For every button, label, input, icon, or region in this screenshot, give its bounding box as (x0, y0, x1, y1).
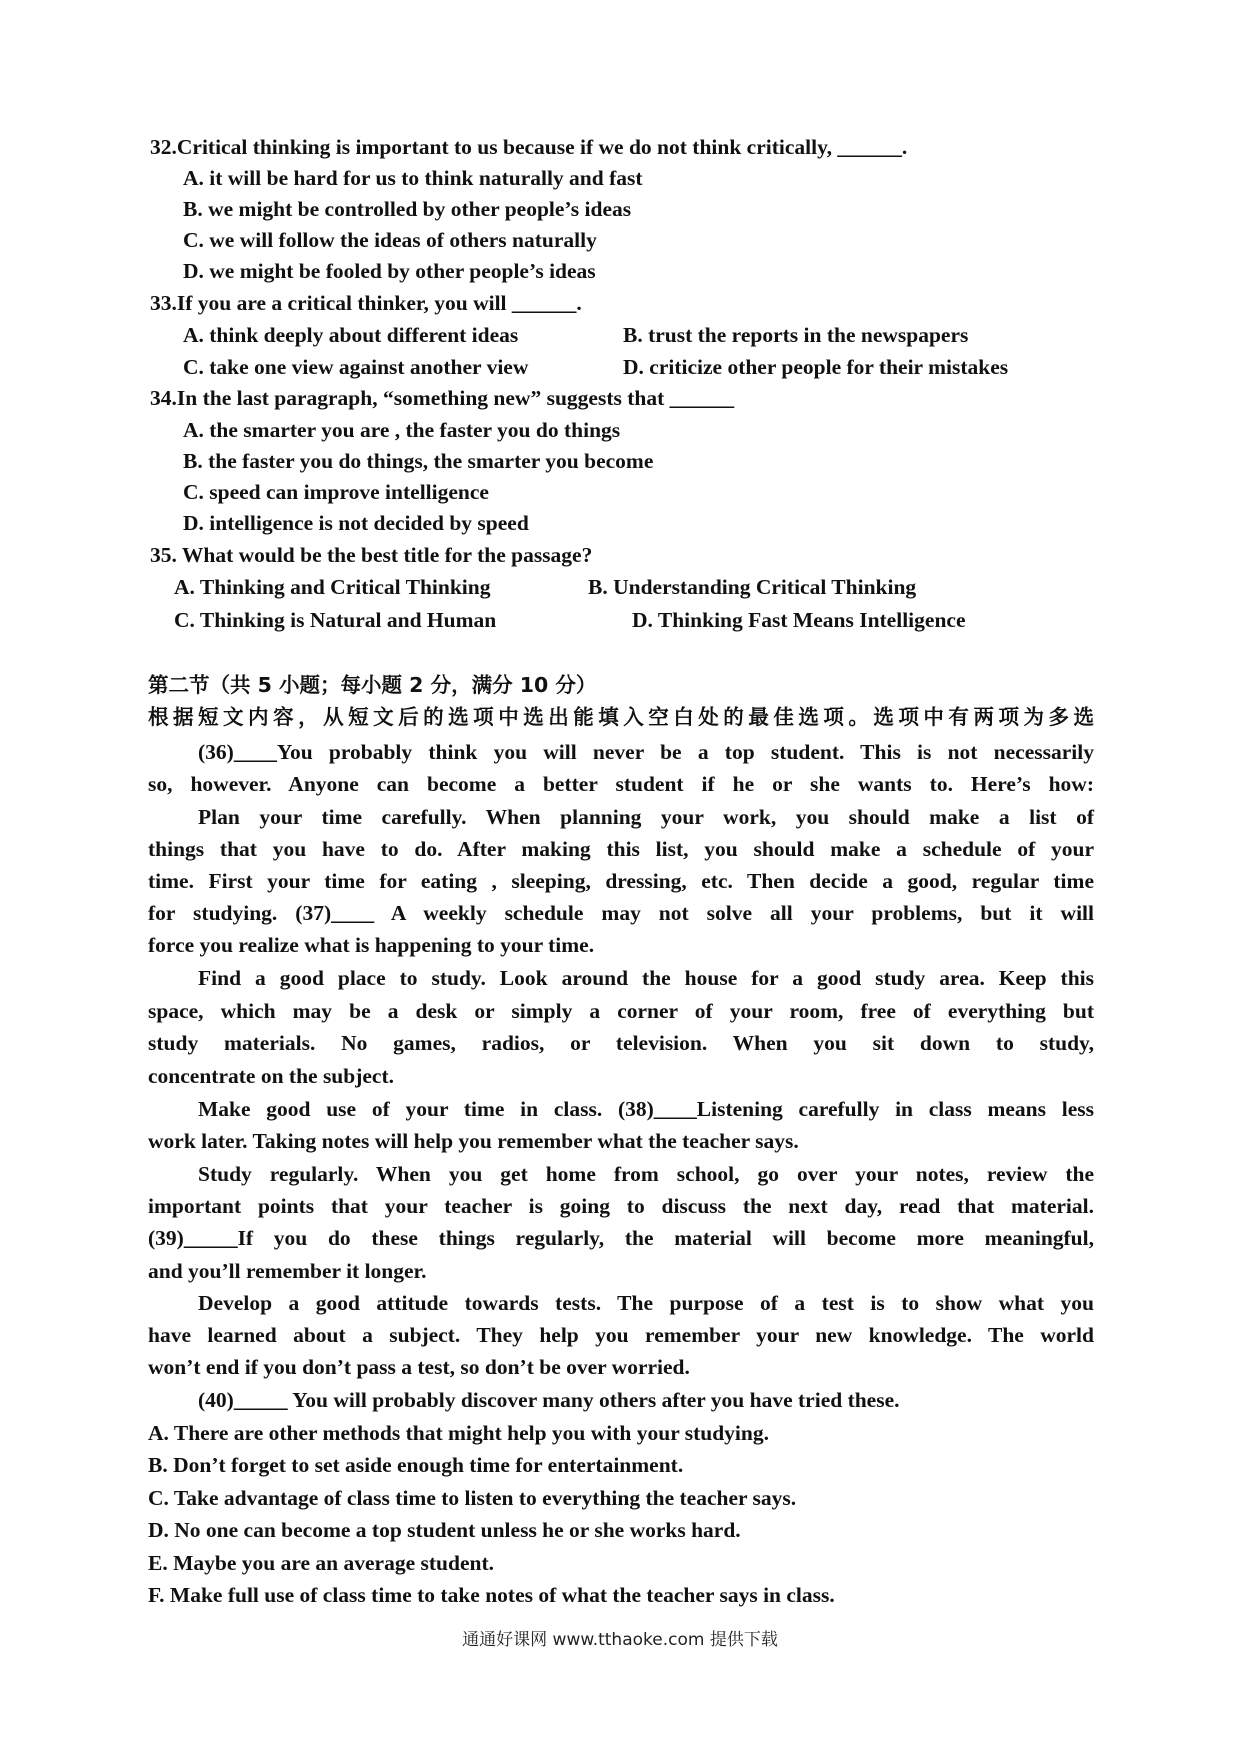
q32-stem: 32.Critical thinking is important to us because if we do not think critically, ______. (150, 135, 908, 159)
passage-line: work later. Taking notes will help you remember what the teacher says. (148, 1129, 799, 1153)
passage-line: (36)____You probably think you will never be a top student. This is not necessarily (198, 740, 1094, 764)
section-instruction: 根据短文内容，从短文后的选项中选出能填入空白处的最佳选项。选项中有两项为多选 (148, 705, 1094, 729)
passage-line: space, which may be a desk or simply a corner of your room, free of everything but (148, 999, 1094, 1023)
passage-line: Study regularly. When you get home from school, go over your notes, review the (198, 1162, 1094, 1186)
option-c: C. Take advantage of class time to listen to everything the teacher says. (148, 1486, 797, 1510)
q34-stem: 34.In the last paragraph, “something new” suggests that ______ (150, 386, 735, 410)
passage-line: Find a good place to study. Look around the house for a good study area. Keep this (198, 966, 1094, 990)
option-e: E. Maybe you are an average student. (148, 1551, 494, 1575)
q33-stem: 33.If you are a critical thinker, you will ______. (150, 291, 582, 315)
q34-option-d: D. intelligence is not decided by speed (183, 511, 529, 535)
passage-line: Plan your time carefully. When planning your work, you should make a list of (198, 805, 1094, 829)
option-a: A. There are other methods that might help you with your studying. (148, 1421, 769, 1445)
q34-option-a: A. the smarter you are , the faster you do things (183, 418, 621, 442)
q32-option-b: B. we might be controlled by other people’s ideas (183, 197, 632, 221)
passage-line: for studying. (37)____ A weekly schedule may not solve all your problems, but it will (148, 901, 1094, 925)
q35-option-a: A. Thinking and Critical Thinking (174, 575, 491, 599)
passage-line: (40)_____ You will probably discover many others after you have tried these. (198, 1388, 900, 1412)
q34-option-b: B. the faster you do things, the smarter you become (183, 449, 654, 473)
q32-option-a: A. it will be hard for us to think naturally and fast (183, 166, 643, 190)
q32-option-c: C. we will follow the ideas of others naturally (183, 228, 597, 252)
passage-line: and you’ll remember it longer. (148, 1259, 427, 1283)
q33-option-b: B. trust the reports in the newspapers (623, 323, 969, 347)
passage-line: have learned about a subject. They help you remember your new knowledge. The world (148, 1323, 1094, 1347)
q34-option-c: C. speed can improve intelligence (183, 480, 489, 504)
q35-option-c: C. Thinking is Natural and Human (174, 608, 497, 632)
passage-line: concentrate on the subject. (148, 1064, 395, 1088)
passage-line: (39)_____If you do these things regularly, the material will become more meaningful, (148, 1226, 1094, 1250)
q35-option-b: B. Understanding Critical Thinking (588, 575, 917, 599)
section-heading: 第二节（共 5 小题；每小题 2 分，满分 10 分） (148, 673, 597, 697)
passage-line: Develop a good attitude towards tests. The purpose of a test is to show what you (198, 1291, 1094, 1315)
passage-line: force you realize what is happening to your time. (148, 933, 595, 957)
q32-option-d: D. we might be fooled by other people’s ideas (183, 259, 596, 283)
q35-option-d: D. Thinking Fast Means Intelligence (632, 608, 966, 632)
q33-option-c: C. take one view against another view (183, 355, 529, 379)
passage-line: so, however. Anyone can become a better student if he or she wants to. Here’s how: (148, 772, 1094, 796)
passage-line: won’t end if you don’t pass a test, so don’t be over worried. (148, 1355, 690, 1379)
q33-option-a: A. think deeply about different ideas (183, 323, 519, 347)
passage-line: study materials. No games, radios, or television. When you sit down to study, (148, 1031, 1094, 1055)
page-footer: 通通好课网 www.tthaoke.com 提供下载 (462, 1630, 778, 1650)
passage-line: things that you have to do. After making this list, you should make a schedule of your (148, 837, 1094, 861)
passage-line: important points that your teacher is going to discuss the next day, read that material. (148, 1194, 1094, 1218)
passage-line: Make good use of your time in class. (38)____Listening carefully in class means less (198, 1097, 1094, 1121)
option-f: F. Make full use of class time to take notes of what the teacher says in class. (148, 1583, 835, 1607)
q35-stem: 35. What would be the best title for the passage? (150, 543, 593, 567)
q33-option-d: D. criticize other people for their mistakes (623, 355, 1009, 379)
passage-line: time. First your time for eating , sleeping, dressing, etc. Then decide a good, regular time (148, 869, 1094, 893)
option-d: D. No one can become a top student unless he or she works hard. (148, 1518, 741, 1542)
option-b: B. Don’t forget to set aside enough time for entertainment. (148, 1453, 684, 1477)
